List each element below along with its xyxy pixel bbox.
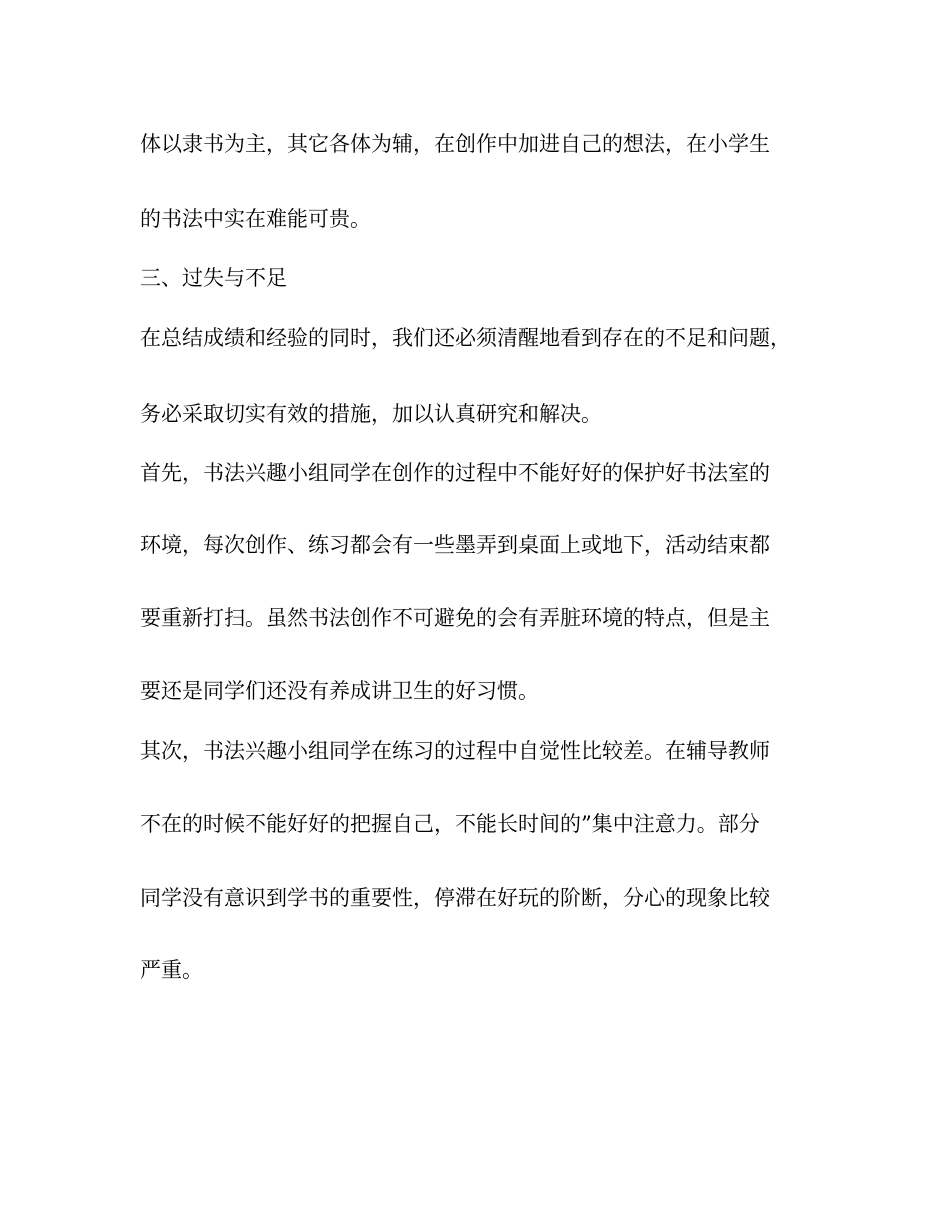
paragraph-line: 体以隶书为主，其它各体为辅，在创作中加进自己的想法，在小学生 [140,132,770,156]
paragraph-line: 要重新打扫。虽然书法创作不可避免的会有弄脏环境的特点，但是主 [140,606,770,630]
paragraph-line: 首先，书法兴趣小组同学在创作的过程中不能好好的保护好书法室的 [140,461,770,485]
paragraph-line: 同学没有意识到学书的重要性，停滞在好玩的阶断，分心的现象比较 [140,886,770,910]
paragraph-line: 的书法中实在难能可贵。 [140,207,371,231]
paragraph-line: 其次，书法兴趣小组同学在练习的过程中自觉性比较差。在辅导教师 [140,739,770,763]
paragraph-line: 务必采取切实有效的措施，加以认真研究和解决。 [140,402,602,426]
paragraph-line: 环境，每次创作、练习都会有一些墨弄到桌面上或地下，活动结束都 [140,533,770,557]
section-heading: 三、过失与不足 [140,266,287,290]
paragraph-line: 不在的时候不能好好的把握自己，不能长时间的”集中注意力。部分 [140,812,760,836]
paragraph-line: 要还是同学们还没有养成讲卫生的好习惯。 [140,679,539,703]
paragraph-line: 在总结成绩和经验的同时，我们还必须清醒地看到存在的不足和问题， [140,326,791,350]
paragraph-line: 严重。 [140,958,203,982]
